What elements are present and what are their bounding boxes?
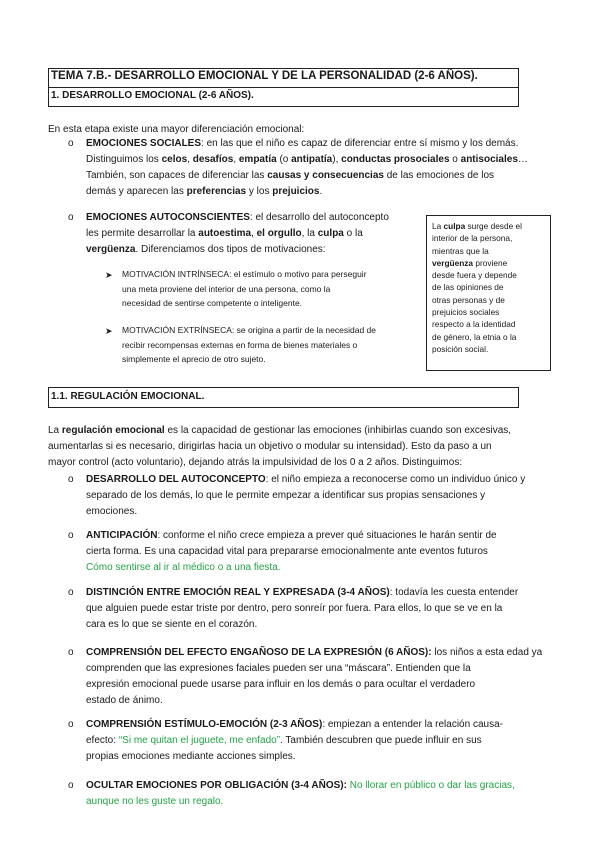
emociones-sociales-paragraph: EMOCIONES SOCIALES: en las que el niño es capaz de diferenciar entre sí mismo y los demás. Distinguimos los celos, desafíos, empatía (o antipatía), conductas prosociales o antisociales… También, son capaces de diferenciar las causas y consecuencias de las emociones de los demás y aparecen las preferencias y los prejuicios.	[86, 138, 528, 197]
section-heading-2: 1.1. REGULACIÓN EMOCIONAL.	[48, 387, 519, 408]
side-note-box: La culpa surge desde el interior de la persona, mientras que la vergüenza proviene desde fuera y depende de las opiniones de otras personas y de prejuicios sociales respecto a la identidad de género, la etnia o la posición social.	[426, 215, 551, 371]
item-anticipacion: ANTICIPACIÓN: conforme el niño crece empieza a prever qué situaciones le harán sentir de cierta forma. Es una capacidad vital para prepararse emocionalmente ante eventos futuros Cómo sentirse al ir al médico o a una fiesta.	[86, 530, 497, 573]
item-autoconcepto: DESARROLLO DEL AUTOCONCEPTO: el niño empieza a reconocerse como un individuo único y separado de los demás, lo que le permite empezar a identificar sus propias sensaciones y emociones.	[86, 474, 526, 517]
regulacion-paragraph: La regulación emocional es la capacidad de gestionar las emociones (inhibirlas cuando son excesivas, aumentarlas si es necesario, dirigirlas hacia un objetivo o modular su intensidad). Esto da paso a un mayor control (acto voluntario), dejando atrás la impulsividad de los 0 a 2 años. Distinguimos:	[48, 425, 512, 468]
emociones-autoconscientes-paragraph: EMOCIONES AUTOCONSCIENTES: el desarrollo del autoconcepto les permite desarrollar la autoestima, el orgullo, la culpa o la vergüenza. Diferenciamos dos tipos de motivaciones:	[86, 212, 389, 255]
bullet-icon: o	[68, 647, 74, 658]
item-estimulo-emocion: COMPRENSIÓN ESTÍMULO-EMOCIÓN (2-3 AÑOS): empiezan a entender la relación causa- efecto: “Si me quitan el juguete, me enfado”. También descubren que puede influir en sus propias emociones mediante acciones simples.	[86, 719, 503, 762]
document-title: TEMA 7.B.- DESARROLLO EMOCIONAL Y DE LA PERSONALIDAD (2-6 AÑOS).	[48, 68, 519, 88]
item-ocultar-emociones: OCULTAR EMOCIONES POR OBLIGACIÓN (3-4 AÑOS): No llorar en público o dar las gracias, aunque no les guste un regalo.	[86, 780, 515, 807]
arrow-bullet-icon: ➤	[105, 270, 113, 280]
section-heading-1: 1. DESARROLLO EMOCIONAL (2-6 AÑOS).	[48, 88, 519, 107]
bullet-icon: o	[68, 474, 74, 485]
arrow-bullet-icon: ➤	[105, 326, 113, 336]
bullet-icon: o	[68, 719, 74, 730]
item-comprension-efecto: COMPRENSIÓN DEL EFECTO ENGAÑOSO DE LA EXPRESIÓN (6 AÑOS): los niños a esta edad ya comprenden que las expresiones faciales pueden ser una “máscara”. Entienden que la expresión emocional puede usarse para influir en los demás o para ocultar el verdadero estado de ánimo.	[86, 647, 543, 706]
bullet-icon: o	[68, 780, 74, 791]
motivacion-extrinseca: MOTIVACIÓN EXTRÍNSECA: se origina a partir de la necesidad de recibir recompensas externas en forma de bienes materiales o simplemente el aprecio de otro sujeto.	[122, 325, 376, 364]
bullet-icon: o	[68, 587, 74, 598]
item-distincion: DISTINCIÓN ENTRE EMOCIÓN REAL Y EXPRESADA (3-4 AÑOS): todavía les cuesta entender que alguien puede estar triste por dentro, pero sonreír por fuera. Para ellos, lo que se ve en la cara es lo que se siente en el corazón.	[86, 587, 519, 630]
bullet-icon: o	[68, 530, 74, 541]
motivacion-intrinseca: MOTIVACIÓN INTRÍNSECA: el estímulo o motivo para perseguir una meta proviene del interior de una persona, como la necesidad de sentirse competente o inteligente.	[122, 269, 367, 308]
bullet-icon: o	[68, 138, 74, 149]
bullet-icon: o	[68, 212, 74, 223]
intro-text: En esta etapa existe una mayor diferenciación emocional:	[48, 124, 305, 135]
